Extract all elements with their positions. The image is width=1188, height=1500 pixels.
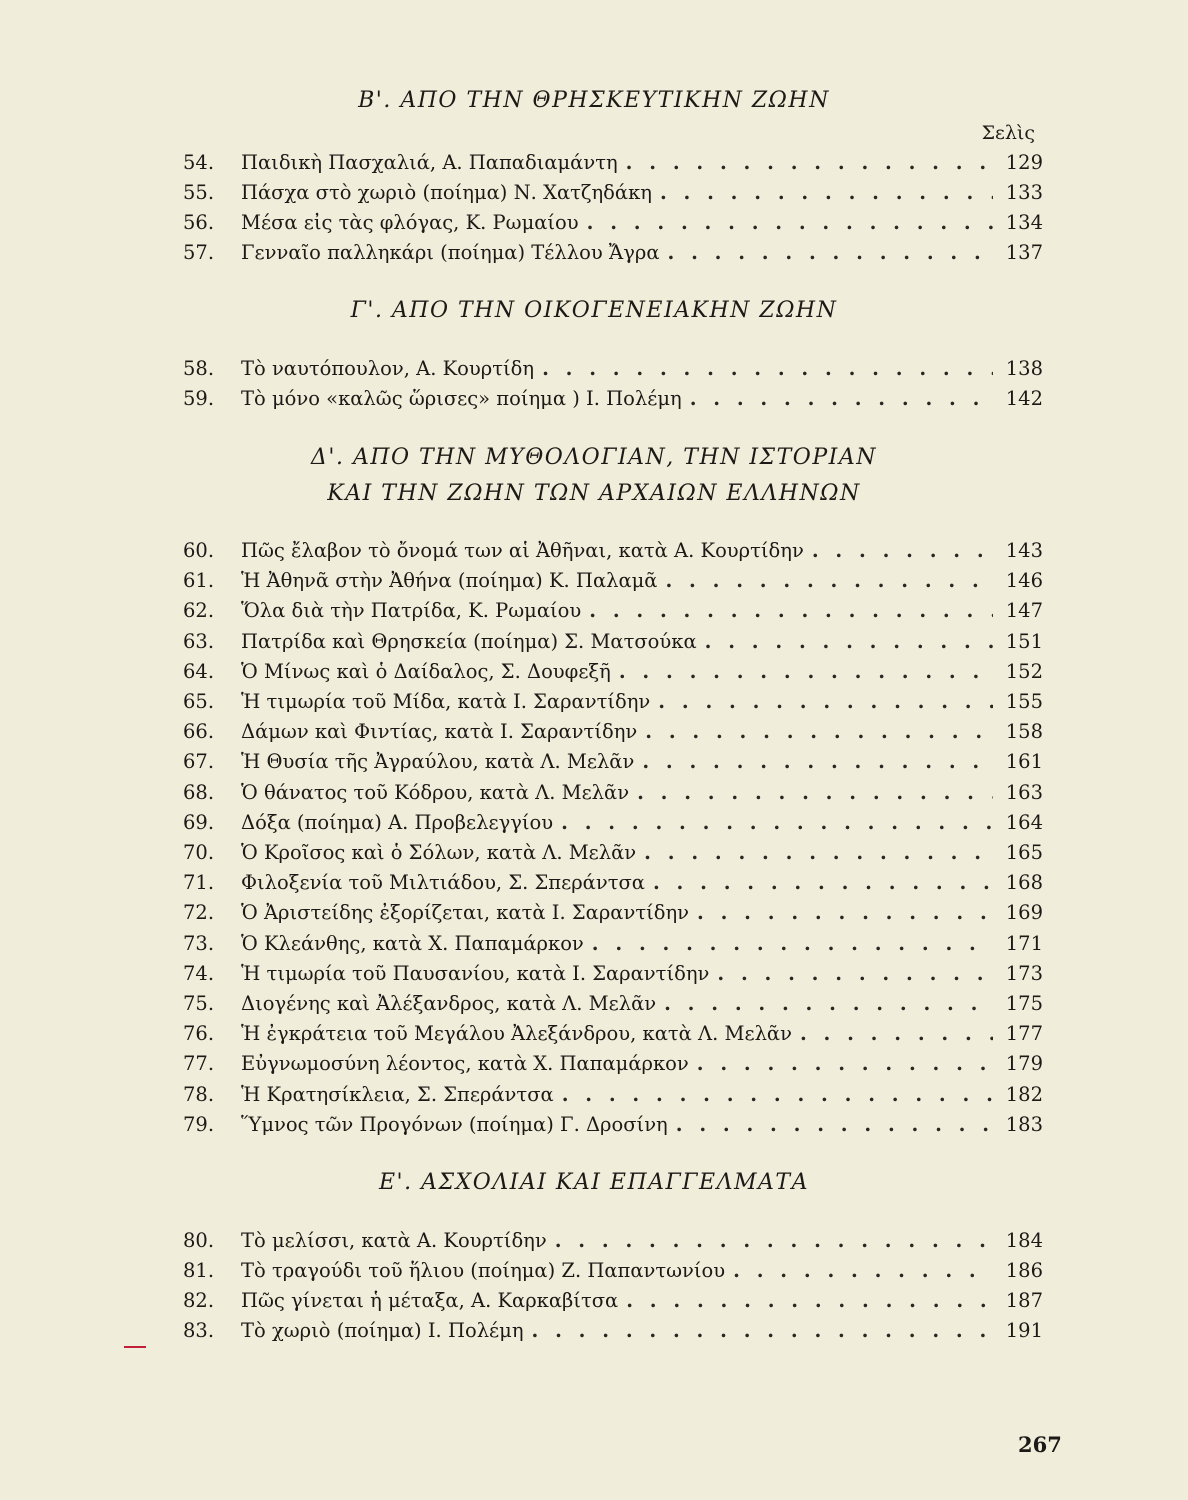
entry-number: 67. [183, 749, 215, 773]
entry-number: 69. [183, 810, 215, 834]
entry-title: Πῶς γίνεται ἡ μέταξα, Α. Καρκαβίτσα [241, 1288, 619, 1312]
entry-page: 158 [1005, 719, 1043, 743]
toc-entry [183, 147, 1043, 177]
entry-title: Τὸ μελίσσι, κατὰ Α. Κουρτίδην [241, 1228, 547, 1252]
leader-dots [642, 750, 993, 773]
entry-number: 66. [183, 719, 215, 743]
leader-dots [668, 241, 994, 264]
entry-page: 187 [1005, 1288, 1043, 1312]
toc-entry [183, 1048, 1043, 1078]
toc-entry [183, 928, 1043, 958]
leader-dots [637, 781, 993, 804]
entry-page: 138 [1005, 356, 1043, 380]
entry-title: Τὸ τραγούδι τοῦ ἥλιου (ποίημα) Ζ. Παπαντωνίου [241, 1258, 726, 1282]
leader-dots [542, 357, 993, 380]
toc-entry [183, 626, 1043, 656]
entry-number: 73. [183, 931, 215, 955]
entry-page: 182 [1005, 1082, 1043, 1106]
toc-entry [183, 177, 1043, 207]
toc-entry [183, 716, 1043, 746]
toc-entry [183, 595, 1043, 625]
entry-number: 70. [183, 840, 215, 864]
leader-dots [532, 1319, 993, 1342]
leader-dots [644, 841, 993, 864]
entry-page: 184 [1005, 1228, 1043, 1252]
toc-entry [183, 1255, 1043, 1285]
entry-page: 183 [1005, 1112, 1043, 1136]
entry-number: 59. [183, 386, 215, 410]
entry-page: 164 [1005, 810, 1043, 834]
leader-dots [697, 901, 993, 924]
entry-page: 129 [1005, 150, 1043, 174]
entry-number: 76. [183, 1021, 215, 1045]
toc-entry [183, 1109, 1043, 1139]
entry-title: Ὕμνος τῶν Προγόνων (ποίημα) Γ. Δροσίνη [241, 1112, 668, 1136]
entry-title: Ἡ ἐγκράτεια τοῦ Μεγάλου Ἀλεξάνδρου, κατὰ Λ. Μελᾶν [241, 1021, 792, 1045]
entry-title: Εὐγνωμοσύνη λέοντος, κατὰ Χ. Παπαμάρκον [241, 1051, 689, 1075]
entry-number: 81. [183, 1258, 215, 1282]
entry-title: Ἡ Κρατησίκλεια, Σ. Σπεράντσα [241, 1082, 554, 1106]
leader-dots [653, 871, 993, 894]
entry-title: Φιλοξενία τοῦ Μιλτιάδου, Σ. Σπεράντσα [241, 870, 645, 894]
entry-number: 68. [183, 780, 215, 804]
entry-number: 55. [183, 180, 215, 204]
leader-dots [645, 720, 993, 743]
entry-page: 143 [1005, 538, 1043, 562]
entry-number: 62. [183, 598, 215, 622]
entry-title: Πατρίδα καὶ Θρησκεία (ποίημα) Σ. Ματσούκα [241, 629, 697, 653]
entry-page: 137 [1005, 240, 1043, 264]
entry-number: 75. [183, 991, 215, 1015]
entry-title: Ὅλα διὰ τὴν Πατρίδα, Κ. Ρωμαίου [241, 598, 582, 622]
toc-entry [183, 1079, 1043, 1109]
entry-page: 163 [1005, 780, 1043, 804]
toc-entry [183, 1225, 1043, 1255]
leader-dots [619, 660, 993, 683]
toc-entry [183, 535, 1043, 565]
page-column-header: Σελὶς [981, 122, 1035, 144]
leader-dots [812, 539, 993, 562]
toc-entry [183, 988, 1043, 1018]
entry-title: Ἡ τιμωρία τοῦ Μίδα, κατὰ Ι. Σαραντίδην [241, 689, 651, 713]
entry-number: 82. [183, 1288, 215, 1312]
entry-title: Μέσα εἰς τὰς φλόγας, Κ. Ρωμαίου [241, 210, 579, 234]
leader-dots [665, 569, 993, 592]
entry-title: Τὸ χωριὸ (ποίημα) Ι. Πολέμη [241, 1318, 524, 1342]
leader-dots [690, 387, 993, 410]
leader-dots [561, 811, 993, 834]
entry-page: 134 [1005, 210, 1043, 234]
toc-entry [183, 807, 1043, 837]
entry-page: 161 [1005, 749, 1043, 773]
toc-entry [183, 958, 1043, 988]
leader-dots [717, 962, 993, 985]
entry-page: 147 [1005, 598, 1043, 622]
entry-title: Ὁ Κροῖσος καὶ ὁ Σόλων, κατὰ Λ. Μελᾶν [241, 840, 637, 864]
entry-number: 56. [183, 210, 215, 234]
toc-entry [183, 897, 1043, 927]
entry-title: Γενναῖο παλληκάρι (ποίημα) Τέλλου Ἄγρα [241, 240, 660, 264]
entry-page: 146 [1005, 568, 1043, 592]
entry-title: Τὸ μόνο «καλῶς ὥρισες» ποίημα ) Ι. Πολέμη [241, 386, 682, 410]
entry-number: 60. [183, 538, 215, 562]
toc-entry [183, 237, 1043, 267]
toc-entry [183, 867, 1043, 897]
toc-entry [183, 353, 1043, 383]
toc-entry [183, 1018, 1043, 1048]
leader-dots [664, 992, 993, 1015]
entry-number: 57. [183, 240, 215, 264]
leader-dots [555, 1229, 993, 1252]
section-heading-e: Ε'. ΑΣΧΟΛΙΑΙ ΚΑΙ ΕΠΑΓΓΕΛΜΑΤΑ [379, 1170, 809, 1195]
entry-title: Ὁ Ἀριστείδης ἐξορίζεται, κατὰ Ι. Σαραντίδην [241, 900, 690, 924]
entry-number: 80. [183, 1228, 215, 1252]
entry-page: 169 [1005, 900, 1043, 924]
section-heading-d-line2: ΚΑΙ ΤΗΝ ΖΩΗΝ ΤΩΝ ΑΡΧΑΙΩΝ ΕΛΛΗΝΩΝ [327, 481, 861, 506]
section-heading-d-line1: Δ'. ΑΠΟ ΤΗΝ ΜΥΘΟΛΟΓΙΑΝ, ΤΗΝ ΙΣΤΟΡΙΑΝ [311, 445, 877, 470]
entry-title: Πάσχα στὸ χωριὸ (ποίημα) Ν. Χατζηδάκη [241, 180, 652, 204]
leader-dots [705, 630, 993, 653]
entry-number: 61. [183, 568, 215, 592]
entry-title: Δάμων καὶ Φιντίας, κατὰ Ι. Σαραντίδην [241, 719, 638, 743]
entry-number: 77. [183, 1051, 215, 1075]
leader-dots [658, 690, 993, 713]
entry-number: 83. [183, 1318, 215, 1342]
entry-page: 186 [1005, 1258, 1043, 1282]
section-heading-b: Β'. ΑΠΟ ΤΗΝ ΘΡΗΣΚΕΥΤΙΚΗΝ ΖΩΗΝ [358, 88, 830, 113]
entry-title: Πῶς ἔλαβον τὸ ὄνομά των αἱ Ἀθῆναι, κατὰ Α. Κουρτίδην [241, 538, 804, 562]
toc-entry [183, 1315, 1043, 1345]
leader-dots [697, 1052, 993, 1075]
entry-page: 165 [1005, 840, 1043, 864]
entry-number: 65. [183, 689, 215, 713]
leader-dots [676, 1113, 993, 1136]
leader-dots [800, 1022, 993, 1045]
toc-entry [183, 656, 1043, 686]
entry-number: 78. [183, 1082, 215, 1106]
entry-number: 74. [183, 961, 215, 985]
entry-number: 72. [183, 900, 215, 924]
entry-page: 152 [1005, 659, 1043, 683]
leader-dots [589, 599, 993, 622]
entry-title: Ὁ Κλεάνθης, κατὰ Χ. Παπαμάρκον [241, 931, 584, 955]
entry-title: Ἡ Θυσία τῆς Ἀγραύλου, κατὰ Λ. Μελᾶν [241, 749, 635, 773]
entry-number: 79. [183, 1112, 215, 1136]
entry-page: 168 [1005, 870, 1043, 894]
toc-entry [183, 777, 1043, 807]
entry-title: Ὁ Μίνως καὶ ὁ Δαίδαλος, Σ. Δουφεξῆ [241, 659, 611, 683]
leader-dots [660, 181, 993, 204]
leader-dots [592, 932, 993, 955]
leader-dots [733, 1259, 993, 1282]
entry-page: 155 [1005, 689, 1043, 713]
entry-number: 71. [183, 870, 215, 894]
leader-dots [562, 1083, 993, 1106]
entry-page: 179 [1005, 1051, 1043, 1075]
entry-title: Παιδικὴ Πασχαλιά, Α. Παπαδιαμάντη [241, 150, 618, 174]
entry-title: Δόξα (ποίημα) Α. Προβελεγγίου [241, 810, 554, 834]
entry-number: 54. [183, 150, 215, 174]
entry-page: 177 [1005, 1021, 1043, 1045]
section-heading-g: Γ'. ΑΠΟ ΤΗΝ ΟΙΚΟΓΕΝΕΙΑΚΗΝ ΖΩΗΝ [350, 298, 838, 323]
margin-mark [124, 1346, 146, 1348]
entry-number: 64. [183, 659, 215, 683]
leader-dots [626, 151, 993, 174]
toc-entry [183, 565, 1043, 595]
toc-entry [183, 207, 1043, 237]
entry-page: 133 [1005, 180, 1043, 204]
entry-page: 151 [1005, 629, 1043, 653]
entry-page: 173 [1005, 961, 1043, 985]
entry-title: Ὁ θάνατος τοῦ Κόδρου, κατὰ Λ. Μελᾶν [241, 780, 630, 804]
entry-page: 175 [1005, 991, 1043, 1015]
toc-entry [183, 686, 1043, 716]
entry-title: Ἡ τιμωρία τοῦ Παυσανίου, κατὰ Ι. Σαραντίδην [241, 961, 710, 985]
entry-page: 142 [1005, 386, 1043, 410]
entry-title: Τὸ ναυτόπουλον, Α. Κουρτίδη [241, 356, 535, 380]
entry-number: 58. [183, 356, 215, 380]
entry-number: 63. [183, 629, 215, 653]
entry-page: 191 [1005, 1318, 1043, 1342]
entry-title: Διογένης καὶ Ἀλέξανδρος, κατὰ Λ. Μελᾶν [241, 991, 657, 1015]
toc-entry [183, 383, 1043, 413]
toc-entry [183, 837, 1043, 867]
toc-entry [183, 1285, 1043, 1315]
entry-title: Ἡ Ἀθηνᾶ στὴν Ἀθήνα (ποίημα) Κ. Παλαμᾶ [241, 568, 658, 592]
leader-dots [587, 211, 993, 234]
entry-page: 171 [1005, 931, 1043, 955]
footer-page-number: 267 [1018, 1432, 1062, 1457]
leader-dots [626, 1289, 993, 1312]
toc-entry [183, 746, 1043, 776]
